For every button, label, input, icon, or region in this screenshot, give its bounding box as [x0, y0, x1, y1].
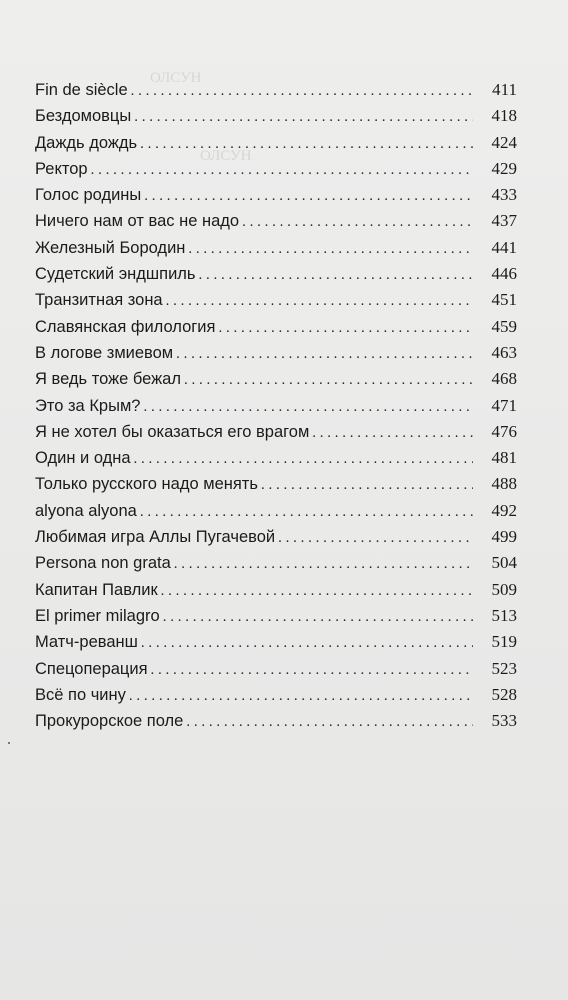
toc-leader-dots: [278, 525, 473, 551]
toc-entry-title: Славянская филология: [35, 317, 216, 336]
toc-entry-page: 513: [491, 605, 517, 625]
toc-leader-dots: [141, 630, 473, 656]
toc-entry[interactable]: [35, 682, 517, 708]
toc-entry-page: 499: [491, 527, 517, 547]
toc-leader-dots: [174, 551, 473, 577]
toc-entry-title: El primer milagro: [35, 606, 160, 625]
toc-entry-title: Fin de siècle: [35, 81, 128, 99]
toc-entry[interactable]: [35, 498, 517, 524]
bleed-through-text: ОЛСУН: [150, 70, 202, 86]
toc-leader-dots: [140, 131, 473, 157]
toc-entry-title: Persona non grata: [35, 554, 171, 573]
toc-entry-title: Железный Бородин: [35, 238, 186, 257]
toc-entry-title: Голос родины: [35, 186, 142, 205]
toc-entry[interactable]: [35, 261, 517, 287]
table-of-contents: [35, 77, 517, 734]
toc-leader-dots: [176, 341, 473, 367]
toc-entry-page: 429: [491, 158, 517, 178]
toc-leader-dots: [184, 367, 473, 393]
toc-leader-dots: [151, 657, 473, 683]
toc-entry-title: Капитан Павлик: [35, 580, 158, 599]
toc-entry-page: 433: [491, 185, 517, 205]
toc-entry[interactable]: [35, 340, 517, 366]
toc-entry-page: 441: [491, 237, 517, 257]
toc-entry-title: Я не хотел бы оказаться его врагом: [35, 422, 310, 441]
toc-entry[interactable]: [35, 656, 517, 682]
toc-entry[interactable]: [35, 445, 517, 471]
toc-entry-page: 418: [491, 106, 517, 126]
toc-entry-page: 468: [491, 369, 517, 389]
toc-leader-dots: [129, 683, 473, 709]
toc-entry[interactable]: [35, 577, 517, 603]
toc-entry-title: Всё по чину: [35, 685, 126, 704]
toc-leader-dots: [199, 262, 473, 288]
toc-entry-page: 437: [491, 211, 517, 231]
toc-entry-page: 519: [491, 632, 517, 652]
toc-entry-page: 528: [491, 684, 517, 704]
toc-entry-page: 476: [491, 421, 517, 441]
toc-entry-page: 424: [491, 132, 517, 152]
toc-entry-page: 509: [491, 579, 517, 599]
bleed-through-text: ОЛСУН: [200, 148, 252, 164]
ink-speck: [8, 742, 10, 744]
toc-entry[interactable]: [35, 103, 517, 129]
toc-entry[interactable]: [35, 629, 517, 655]
toc-entry[interactable]: [35, 314, 517, 340]
toc-leader-dots: [218, 315, 473, 341]
toc-leader-dots: [163, 604, 473, 630]
toc-entry-page: 451: [491, 290, 517, 310]
toc-entry[interactable]: [35, 471, 517, 497]
toc-entry-title: Даждь дождь: [35, 133, 138, 152]
toc-entry[interactable]: [35, 393, 517, 419]
toc-leader-dots: [261, 472, 473, 498]
toc-entry-page: 492: [491, 500, 517, 520]
toc-entry-page: 471: [491, 395, 517, 415]
toc-entry[interactable]: [35, 550, 517, 576]
toc-leader-dots: [312, 420, 473, 446]
toc-entry-title: Прокурорское поле: [35, 712, 184, 731]
toc-leader-dots: [242, 209, 473, 235]
toc-entry-page: 411: [492, 80, 517, 99]
toc-entry-page: 533: [491, 711, 517, 731]
toc-entry[interactable]: [35, 208, 517, 234]
toc-entry-page: 488: [491, 474, 517, 494]
toc-leader-dots: [166, 288, 473, 314]
toc-leader-dots: [188, 236, 473, 262]
toc-entry[interactable]: [35, 182, 517, 208]
toc-leader-dots: [144, 394, 474, 420]
toc-leader-dots: [186, 709, 473, 735]
toc-entry-page: 504: [491, 553, 517, 573]
toc-entry[interactable]: [35, 235, 517, 261]
toc-entry-title: Только русского надо менять: [35, 475, 258, 494]
toc-entry-page: 446: [491, 264, 517, 284]
toc-entry-title: Я ведь тоже бежал: [35, 370, 181, 389]
toc-entry-title: Матч-реванш: [35, 633, 138, 652]
toc-leader-dots: [131, 78, 473, 104]
toc-entry[interactable]: [35, 77, 517, 103]
toc-leader-dots: [134, 104, 473, 130]
toc-entry[interactable]: [35, 130, 517, 156]
toc-entry[interactable]: [35, 366, 517, 392]
toc-leader-dots: [134, 446, 473, 472]
toc-leader-dots: [140, 499, 473, 525]
toc-entry-page: 463: [491, 342, 517, 362]
toc-leader-dots: [144, 183, 473, 209]
toc-entry-title: Ничего нам от вас не надо: [35, 212, 240, 231]
toc-entry-title: Судетский эндшпиль: [35, 265, 196, 284]
toc-entry-page: 459: [491, 316, 517, 336]
toc-entry[interactable]: [35, 419, 517, 445]
toc-entry-title: Один и одна: [35, 449, 131, 468]
toc-entry-page: 481: [491, 448, 517, 468]
toc-entry[interactable]: [35, 287, 517, 313]
toc-entry-title: Любимая игра Аллы Пугачевой: [35, 528, 276, 547]
toc-entry[interactable]: [35, 708, 517, 734]
toc-leader-dots: [161, 578, 473, 604]
toc-entry[interactable]: [35, 524, 517, 550]
toc-entry[interactable]: [35, 156, 517, 182]
toc-entry-title: Бездомовцы: [35, 107, 132, 126]
toc-entry-title: Спецоперация: [35, 659, 148, 678]
toc-entry-title: Ректор: [35, 159, 88, 178]
toc-entry-page: 523: [491, 658, 517, 678]
toc-entry[interactable]: [35, 603, 517, 629]
toc-entry-title: Транзитная зона: [35, 291, 163, 310]
toc-entry-title: Это за Крым?: [35, 396, 141, 415]
toc-leader-dots: [91, 157, 473, 183]
toc-entry-title: В логове змиевом: [35, 343, 174, 362]
toc-entry-title: alyona alyona: [35, 501, 137, 520]
